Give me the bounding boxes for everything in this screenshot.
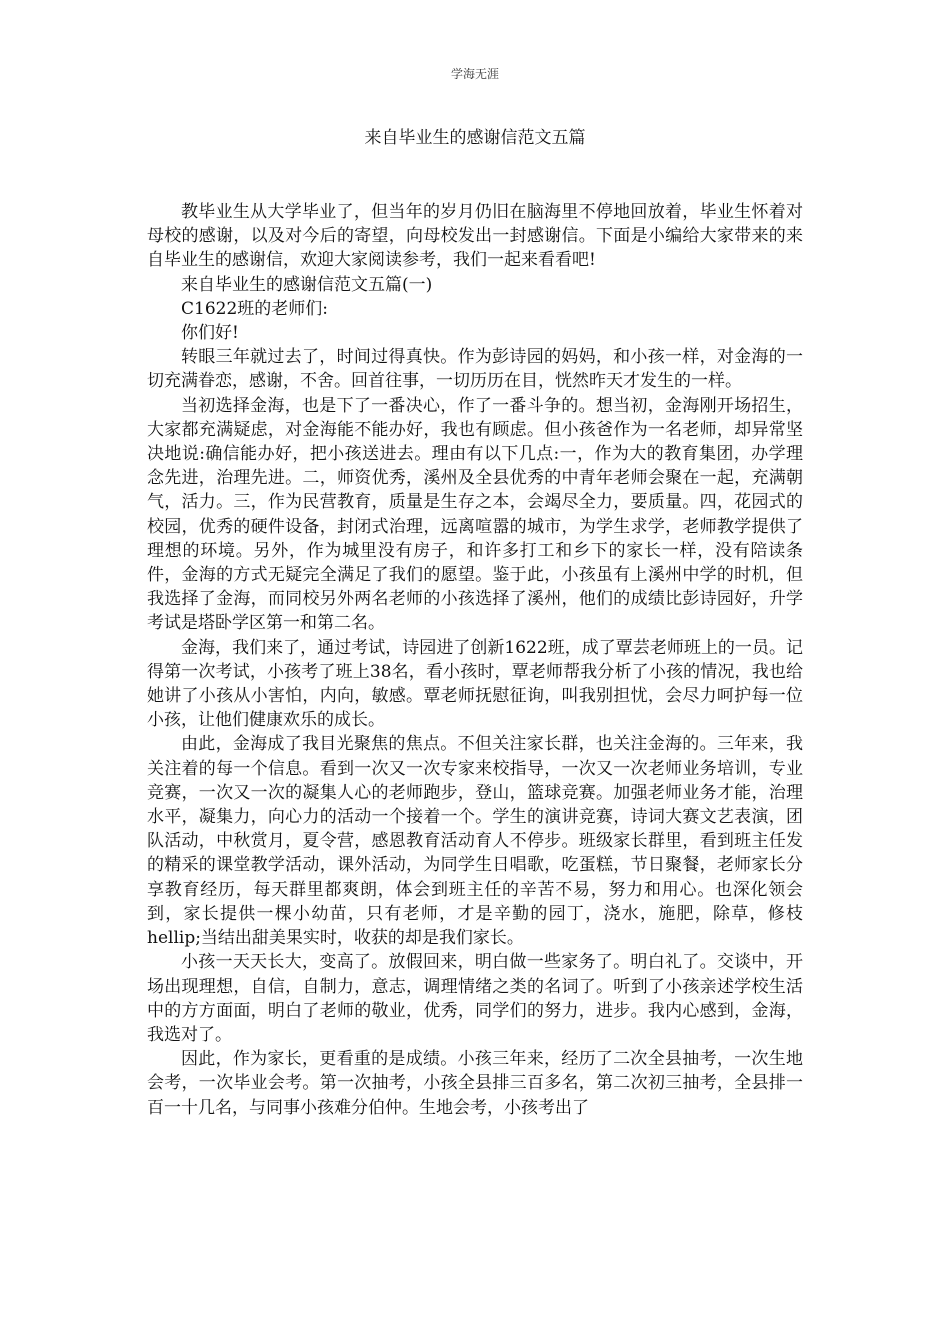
paragraph: 由此，金海成了我目光聚焦的焦点。不但关注家长群，也关注金海的。三年来，我关注着的每一个信息。看到一次又一次专家来校指导，一次又一次老师业务培训，专业竞赛，一次又一次的凝集人心的老师跑步，登山，篮球竞赛。加强老师业务才能，治理水平，凝集力，向心力的活动一个接着一个。学生的演讲竞赛，诗词大赛文艺表演，团队活动，中秋赏月，夏令营，感恩教育活动育人不停步。班级家长群里，看到班主任发的精采的课堂教学活动，课外活动，为同学生日唱歌，吃蛋糕，节日聚餐，老师家长分享教育经历，每天群里都爽朗，体会到班主任的辛苦不易，努力和用心。也深化领会到，家长提供一棵小幼苗，只有老师，才是辛勤的园丁，浇水，施肥，除草，修枝hellip;当结出甜美果实时，收获的却是我们家长。: [147, 734, 803, 949]
paragraph: 小孩一天天长大，变高了。放假回来，明白做一些家务了。明白礼了。交谈中，开场出现理想，自信，自制力，意志，调理情绪之类的名词了。听到了小孩亲述学校生活中的方方面面，明白了老师的敬业，优秀，同学们的努力，进步。我内心感到，金海，我选对了。: [147, 952, 803, 1045]
document-title: 来自毕业生的感谢信范文五篇: [364, 128, 586, 148]
paragraph: 因此，作为家长，更看重的是成绩。小孩三年来，经历了二次全县抽考，一次生地会考，一次毕业会考。第一次抽考，小孩全县排三百多名，第二次初三抽考，全县排一百一十几名，与同事小孩难分伯仲。生地会考，小孩考出了: [147, 1049, 803, 1118]
page-header: 学海无涯: [450, 67, 499, 81]
paragraph-intro: 教毕业生从大学毕业了，但当年的岁月仍旧在脑海里不停地回放着，毕业生怀着对母校的感谢，以及对今后的寄望，向母校发出一封感谢信。下面是小编给大家带来的来自毕业生的感谢信，欢迎大家阅读参考，我们一起来看看吧!: [147, 202, 803, 271]
paragraph-salutation: C1622班的老师们:: [181, 298, 328, 319]
paragraph: 金海，我们来了，通过考试，诗园进了创新1622班，成了覃芸老师班上的一员。记得第一次考试，小孩考了班上38名，看小孩时，覃老师帮我分析了小孩的情况，我也给她讲了小孩从小害怕，内向，敏感。覃老师抚慰征询，叫我别担忧，会尽力呵护每一位小孩，让他们健康欢乐的成长。: [147, 637, 803, 731]
document-body: [147, 200, 803, 1120]
paragraph-section-heading: 来自毕业生的感谢信范文五篇(一): [181, 274, 433, 295]
paragraph-greeting: 你们好!: [181, 323, 239, 344]
paragraph: 转眼三年就过去了，时间过得真快。作为彭诗园的妈妈，和小孩一样，对金海的一切充满眷恋，感谢，不舍。回首往事，一切历历在目，恍然昨天才发生的一样。: [147, 347, 803, 392]
paragraph: 当初选择金海，也是下了一番决心，作了一番斗争的。想当初，金海刚开场招生，大家都充满疑虑，对金海能不能办好，我也有顾虑。但小孩爸作为一名老师，却异常坚决地说:确信能办好，把小孩送进去。理由有以下几点:一，作为大的教育集团，办学理念先进，治理先进。二，师资优秀，溪州及全县优秀的中青年老师会聚在一起，充满朝气，活力。三，作为民营教育，质量是生存之本，会竭尽全力，要质量。四，花园式的校园，优秀的硬件设备，封闭式治理，远离喧嚣的城市，为学生求学，老师教学提供了理想的环境。另外，作为城里没有房子，和许多打工和乡下的家长一样，没有陪读条件，金海的方式无疑完全满足了我们的愿望。鉴于此，小孩虽有上溪州中学的时机，但我选择了金海，而同校另外两名老师的小孩选择了溪州，他们的成绩比彭诗园好，升学考试是塔卧学区第一和第二名。: [147, 395, 803, 634]
